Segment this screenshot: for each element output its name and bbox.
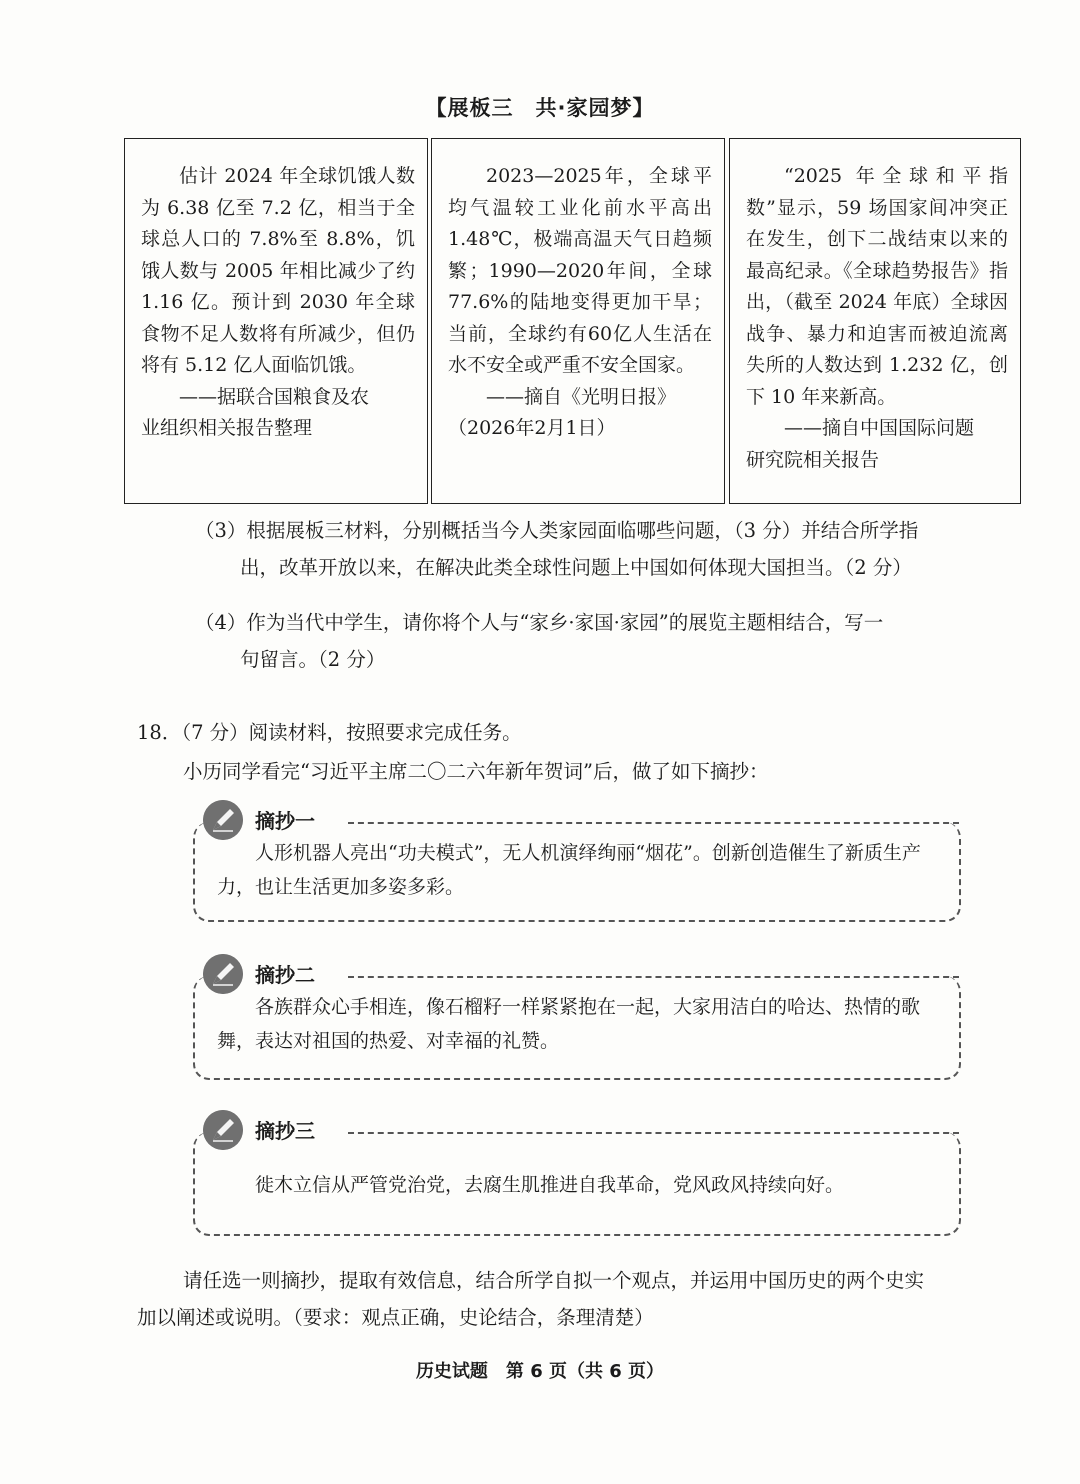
material-source: ——摘自《光明日报》 xyxy=(486,385,677,408)
material-source: ——据联合国粮食及农 xyxy=(179,385,370,408)
task-line2: 加以阐述或说明。（要求：观点正确，史论结合，条理清楚） xyxy=(137,1306,654,1329)
excerpt-text: 人形机器人亮出“功夫模式”，无人机演绎绚丽“烟花”。创新创造催生了新质生产力，也让生活更加多姿多彩。 xyxy=(217,842,921,898)
excerpt-body xyxy=(193,1132,961,1236)
excerpt-label: 摘抄二 xyxy=(255,963,315,987)
panel-title: 【展板三 共·家园梦】 xyxy=(425,96,655,120)
material-text: “2025 年全球和平指数”显示，59 场国家间冲突正在发生，创下二战结束以来的最高纪录。《全球趋势报告》指出，（截至 2024 年底）全球因战争、暴力和迫害而被迫流离失所的人数达到 1.232 亿，创下 10 年来新高。 xyxy=(746,165,1008,408)
material-box-climate xyxy=(431,138,725,504)
material-source-cont: 研究院相关报告 xyxy=(746,448,880,471)
question-4 xyxy=(195,604,883,678)
material-box-hunger xyxy=(124,138,428,504)
question-4-line2: 句留言。（2 分） xyxy=(240,648,386,671)
question-4-line1: （4）作为当代中学生，请你将个人与“家乡·家国·家园”的展览主题相结合，写一 xyxy=(195,611,884,634)
page-footer: 历史试题 第 6 页（共 6 页） xyxy=(415,1361,665,1382)
question-3 xyxy=(195,512,918,586)
question-18-intro: 小历同学看完“习近平主席二〇二六年新年贺词”后，做了如下摘抄： xyxy=(183,760,769,783)
question-3-line1: （3）根据展板三材料，分别概括当今人类家园面临哪些问题，（3 分）并结合所学指 xyxy=(195,519,919,542)
material-text: 2023—2025年，全球平均气温较工业化前水平高出1.48℃，极端高温天气日趋频繁；1990—2020年间，全球77.6%的陆地变得更加干旱；当前，全球约有60亿人生活在水不安全或严重不安全国家。 xyxy=(448,165,712,376)
material-source: ——摘自中国国际问题 xyxy=(784,417,975,439)
excerpt-body xyxy=(193,976,961,1080)
material-box-conflict xyxy=(729,138,1021,504)
question-3-line2: 出，改革开放以来，在解决此类全球性问题上中国如何体现大国担当。（2 分） xyxy=(240,556,912,579)
task-line1: 请任选一则摘抄，提取有效信息，结合所学自拟一个观点，并运用中国历史的两个史实 xyxy=(183,1269,925,1292)
excerpt-label: 摘抄一 xyxy=(255,809,315,833)
excerpt-text: 徙木立信从严管党治党，去腐生肌推进自我革命，党风政风持续向好。 xyxy=(255,1174,845,1196)
excerpt-label: 摘抄三 xyxy=(255,1119,315,1143)
material-source-cont: 业组织相关报告整理 xyxy=(141,417,313,439)
excerpt-body xyxy=(193,822,961,922)
material-source-cont: （2026年2月1日） xyxy=(448,417,616,439)
excerpt-text: 各族群众心手相连，像石榴籽一样紧紧抱在一起，大家用洁白的哈达、热情的歌舞，表达对祖国的热爱、对幸福的礼赞。 xyxy=(217,996,921,1052)
question-18-heading: 18．（7 分）阅读材料，按照要求完成任务。 xyxy=(137,721,522,744)
material-text: 估计 2024 年全球饥饿人数为 6.38 亿至 7.2 亿，相当于全球总人口的 7.8%至 8.8%，饥饿人数与 2005 年相比减少了约 1.16 亿。预计到 2030 年全球食物不足人数将有所减少，但仍将有 5.12 亿人面临饥饿。 xyxy=(141,165,415,376)
